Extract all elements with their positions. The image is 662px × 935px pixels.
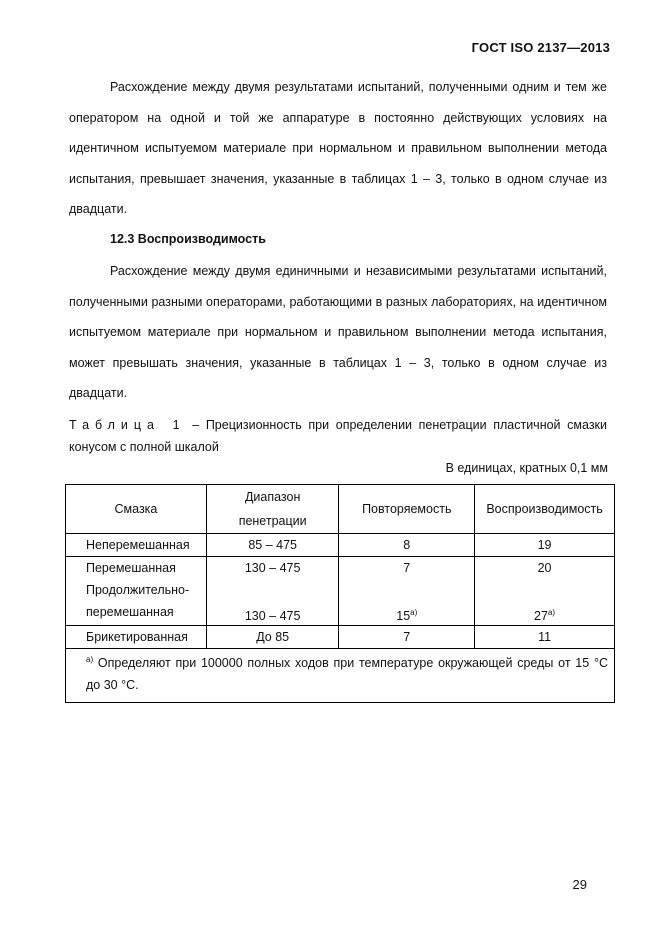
footnote-text: Определяют при 100000 полных ходов при температуре окружающей среды от 15 °С до 30 °С.	[86, 656, 608, 692]
cell-reproducibility: 19	[475, 534, 615, 557]
cell-repeatability-value: 15	[396, 609, 411, 623]
cell-repeatability	[339, 579, 475, 626]
footnote-ref: а)	[410, 607, 418, 617]
table-footnote	[66, 649, 615, 703]
units-note: В единицах, кратных 0,1 мм	[445, 461, 608, 475]
table-row	[66, 579, 615, 626]
cell-grease: Неперемешанная	[66, 534, 207, 557]
paragraph-repeatability	[69, 72, 607, 225]
footnote-ref: а)	[547, 607, 556, 617]
header-reproducibility: Воспроизводимость	[475, 485, 615, 534]
header-range-line2: пенетрации	[238, 514, 307, 528]
table-label: Таблица 1	[69, 418, 186, 432]
cell-reproducibility-value: 27	[534, 609, 548, 623]
paragraph-1-text: Расхождение между двумя результатами испытаний, полученными одним и тем же оператором на одной и той же аппаратуре в постоянно действующих условиях на идентичном испытуемом материале при нормальном и правильном выполнении метода испытания, превышает значения, указанные в таблицах 1 – 3, только в одном случае из двадцати.	[69, 80, 607, 216]
cell-repeatability: 7	[339, 557, 475, 580]
cell-grease	[66, 579, 207, 626]
header-repeatability: Повторяемость	[339, 485, 475, 534]
table-caption-text: – Прецизионность при определении пенетрации пластичной смазки конусом с полной шкалой	[69, 418, 608, 454]
section-title: 12.3 Воспроизводимость	[110, 232, 266, 246]
cell-grease: Брикетированная	[66, 626, 207, 649]
table-row	[66, 534, 615, 557]
table-caption	[69, 414, 607, 458]
cell-grease: Перемешанная	[66, 557, 207, 580]
document-header: ГОСТ ISO 2137—2013	[471, 40, 610, 55]
cell-range: До 85	[206, 626, 339, 649]
cell-repeatability: 7	[339, 626, 475, 649]
header-grease: Смазка	[66, 485, 207, 534]
footnote-mark: а)	[86, 654, 94, 664]
paragraph-reproducibility	[69, 256, 607, 409]
cell-range: 85 – 475	[206, 534, 339, 557]
cell-reproducibility	[475, 579, 615, 626]
header-range	[206, 485, 339, 534]
cell-repeatability: 8	[339, 534, 475, 557]
cell-range: 130 – 475	[206, 579, 339, 626]
cell-reproducibility: 11	[475, 626, 615, 649]
table-row	[66, 557, 615, 580]
table-header-row	[66, 485, 615, 534]
precision-table	[65, 484, 615, 703]
paragraph-2-text: Расхождение между двумя единичными и независимыми результатами испытаний, полученными разными операторами, работающими в разных лабораториях, на идентичном испытуемом материале при нормальном и правильном выполнении метода испытания, может превышать значения, указанные в таблицах 1 – 3, только в одном случае из двадцати.	[69, 264, 607, 400]
table-footnote-row	[66, 649, 615, 703]
cell-grease-line1: Продолжительно-	[86, 583, 190, 597]
cell-range: 130 – 475	[206, 557, 339, 580]
page-number: 29	[572, 877, 587, 892]
cell-grease-line2: перемешанная	[86, 605, 174, 619]
cell-reproducibility: 20	[475, 557, 615, 580]
table-row	[66, 626, 615, 649]
header-range-line1: Диапазон	[244, 490, 301, 504]
